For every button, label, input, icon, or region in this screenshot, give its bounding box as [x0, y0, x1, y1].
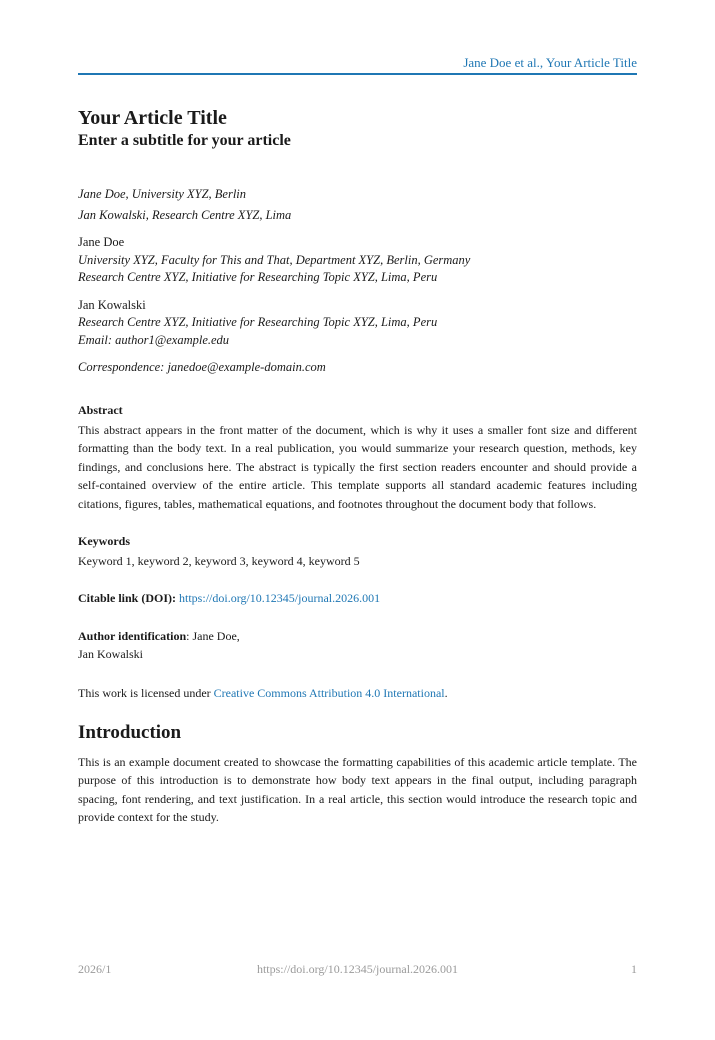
- affiliation-author-name: Jan Kowalski: [78, 297, 146, 312]
- article-title: Your Article Title: [78, 107, 227, 129]
- doi-line: [78, 590, 637, 606]
- affiliation-block: [78, 297, 637, 350]
- introduction-heading: Introduction: [78, 722, 182, 744]
- doi-link[interactable]: https://doi.org/10.12345/journal.2026.001: [179, 591, 381, 606]
- footer-doi[interactable]: https://doi.org/10.12345/journal.2026.001: [256, 962, 459, 976]
- affiliation-author-name: Jane Doe: [78, 235, 125, 249]
- author-identification-label: Author identification: [78, 629, 187, 644]
- author-identification-first: : Jane Doe,: [186, 629, 240, 644]
- keywords-heading: Keywords: [78, 534, 130, 549]
- page-number: 1: [631, 962, 637, 976]
- affiliation-block: [78, 234, 637, 287]
- page-header: [78, 55, 637, 75]
- license-prefix: This work is licensed under: [78, 686, 214, 701]
- abstract-heading: Abstract: [78, 403, 123, 417]
- affiliation-line: Research Centre XYZ, Initiative for Researching Topic XYZ, Lima, Peru: [78, 315, 438, 329]
- keywords-text: Keyword 1, keyword 2, keyword 3, keyword 4, keyword 5: [78, 554, 360, 569]
- affiliation-line: University XYZ, Faculty for This and That, Department XYZ, Berlin, Germany: [78, 252, 471, 267]
- article-content: [78, 106, 637, 827]
- author-line: Jan Kowalski, Research Centre XYZ, Lima: [78, 208, 292, 222]
- abstract-text: This abstract appears in the front matter of the document, which is why it uses a smaller font size and different formatting than the body text. In a real publication, you would summarize your research question, methods, key findings, and conclusions here. The abstract is typically the first section readers encounter and should provide a self-contained overview of the entire article. This template supports all standard academic features including citations, figures, tables, mathematical equations, and footnotes throughout the document body that follows.: [78, 423, 637, 511]
- affiliation-line: Research Centre XYZ, Initiative for Researching Topic XYZ, Lima, Peru: [78, 270, 438, 284]
- doi-label: Citable link (DOI):: [78, 591, 177, 606]
- license-statement: [78, 685, 637, 701]
- license-suffix: .: [444, 686, 448, 701]
- author-identification-second: Jan Kowalski: [78, 647, 143, 662]
- footer-issue: 2026/1: [78, 962, 112, 976]
- author-identification: [78, 627, 637, 663]
- page-footer: [78, 962, 637, 978]
- article-subtitle: Enter a subtitle for your article: [78, 132, 291, 149]
- introduction-text: This is an example document created to showcase the formatting capabilities of this academic article template. The purpose of this introduction is to demonstrate how body text appears in the final output, including paragraph spacing, font rendering, and text justification. In a real article, this section would introduce the research topic and provide context for the study.: [78, 755, 637, 825]
- affiliation-email[interactable]: Email: author1@example.edu: [78, 332, 230, 347]
- correspondence-email[interactable]: Correspondence: janedoe@example-domain.com: [78, 360, 326, 374]
- author-line: Jane Doe, University XYZ, Berlin: [78, 187, 247, 201]
- running-head: Jane Doe et al., Your Article Title: [463, 55, 637, 70]
- license-link[interactable]: Creative Commons Attribution 4.0 International: [213, 686, 445, 701]
- author-list: [78, 184, 637, 226]
